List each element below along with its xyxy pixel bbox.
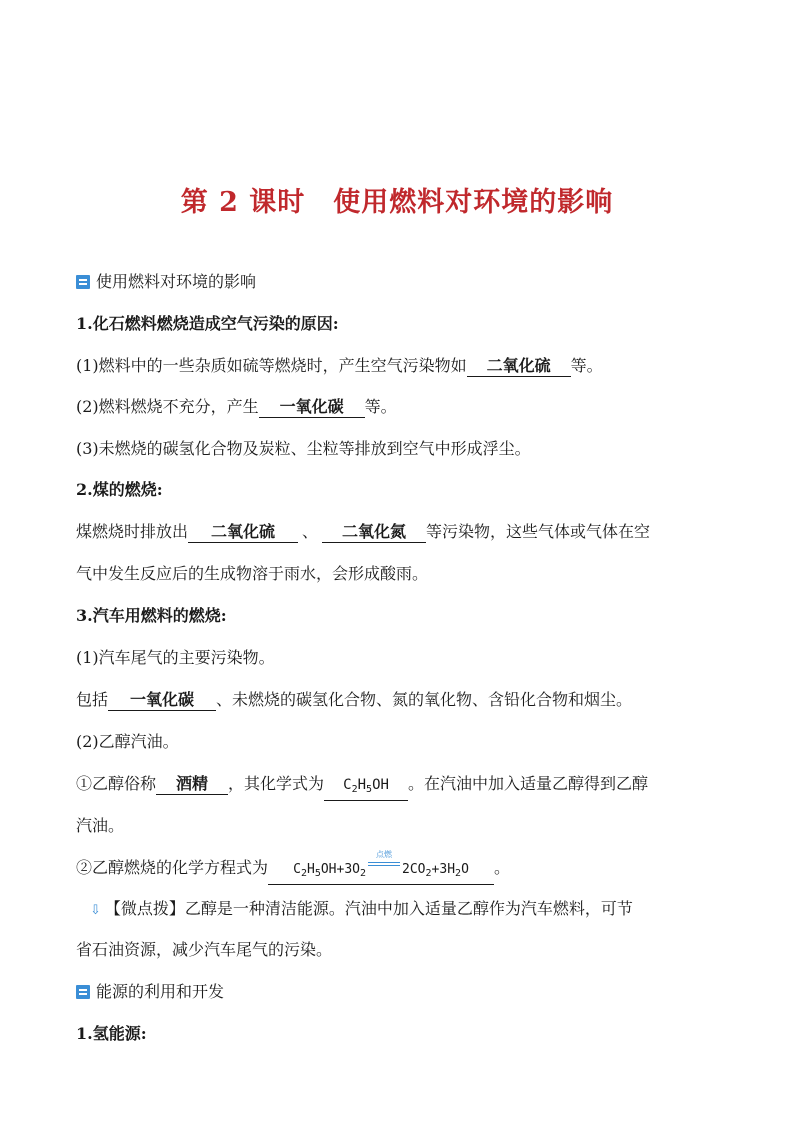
- subscript: 2: [351, 784, 358, 795]
- text: 等污染物，这些气体或气体在空: [426, 522, 651, 541]
- answer-blank: 二氧化硫: [467, 356, 571, 377]
- text: 等。: [364, 397, 397, 416]
- tip-line-2: 省石油资源，减少汽车尾气的污染。: [76, 940, 333, 959]
- point-2-line-2: 气中发生反应后的生成物溶于雨水，会形成酸雨。: [76, 564, 429, 583]
- subscript: 2: [360, 868, 367, 879]
- reaction-arrow: [366, 850, 402, 880]
- text: 等。: [570, 356, 603, 375]
- formula-part: H: [357, 777, 367, 793]
- tip-line-1: [90, 898, 633, 922]
- tip-label: 【微点拨】: [104, 899, 185, 918]
- formula-part: +3H: [431, 862, 456, 877]
- formula-part: 2CO: [402, 862, 426, 877]
- subscript: 2: [455, 868, 462, 879]
- reaction-condition: 点燃: [376, 850, 393, 859]
- point-3-line-5: 汽油。: [76, 816, 125, 835]
- point-3-line-1: (1)汽车尾气的主要污染物。: [76, 648, 275, 667]
- text: (1)燃料中的一些杂质如硫等燃烧时，产生空气污染物如: [76, 356, 467, 375]
- point-1-line-3: (3)未燃烧的碳氢化合物及炭粒、尘粒等排放到空气中形成浮尘。: [76, 439, 531, 458]
- answer-blank: 二氧化氮: [322, 522, 426, 543]
- tip-text: 乙醇是一种清洁能源。汽油中加入适量乙醇作为汽车燃料，可节: [184, 899, 633, 918]
- section-heading-1: [76, 271, 256, 293]
- subscript: 5: [366, 784, 373, 795]
- formula-part: C: [293, 862, 301, 877]
- formula-part: OH+3O: [320, 862, 360, 877]
- page-title: 第 2 课时 使用燃料对环境的影响: [180, 187, 614, 218]
- point-3-line-3: (2)乙醇汽油。: [76, 732, 179, 751]
- point-3-line-2: [76, 689, 632, 711]
- point-3-line-6: [76, 850, 511, 885]
- point-1-line-1: [76, 355, 603, 377]
- section-heading-2: [76, 981, 224, 1003]
- subscript: 5: [314, 868, 321, 879]
- formula-part: C: [343, 777, 352, 793]
- point-3-line-4: [76, 773, 648, 801]
- point-1-heading: 1.化石燃料燃烧造成空气污染的原因:: [76, 314, 339, 333]
- text: ②乙醇燃烧的化学方程式为: [76, 858, 269, 877]
- point-1-line-2: [76, 396, 397, 418]
- formula-part: O: [461, 862, 469, 877]
- text: 包括: [76, 690, 109, 709]
- point-4-heading: 1.氢能源:: [76, 1024, 147, 1043]
- section-icon: [76, 275, 90, 289]
- text: 煤燃烧时排放出: [76, 522, 189, 541]
- answer-blank: 酒精: [156, 774, 228, 795]
- text: 。: [494, 858, 511, 877]
- text: (2)燃料燃烧不充分，产生: [76, 397, 259, 416]
- formula-part: H: [307, 862, 315, 877]
- subscript: 2: [425, 868, 432, 879]
- section-icon: [76, 985, 90, 999]
- text: 。在汽油中加入适量乙醇得到乙醇: [408, 774, 649, 793]
- section-heading-text: 能源的利用和开发: [96, 982, 225, 1001]
- answer-blank: 一氧化碳: [108, 690, 216, 711]
- text: 、未燃烧的碳氢化合物、氮的氧化物、含铅化合物和烟尘。: [216, 690, 633, 709]
- subscript: 2: [300, 868, 307, 879]
- answer-blank: 一氧化碳: [259, 397, 365, 418]
- point-2-heading: 2.煤的燃烧:: [76, 480, 163, 499]
- point-3-heading: 3.汽车用燃料的燃烧:: [76, 606, 227, 625]
- text: ①乙醇俗称: [76, 774, 157, 793]
- formula-blank: [324, 775, 408, 801]
- answer-blank: 二氧化硫: [188, 522, 298, 543]
- point-2-line-1: [76, 521, 650, 543]
- text: ，其化学式为: [228, 774, 325, 793]
- section-heading-text: 使用燃料对环境的影响: [96, 272, 257, 291]
- tip-arrow-icon: ⇩: [90, 903, 101, 918]
- formula-part: OH: [372, 777, 389, 793]
- equation-blank: [268, 850, 494, 885]
- text: 、: [302, 522, 319, 541]
